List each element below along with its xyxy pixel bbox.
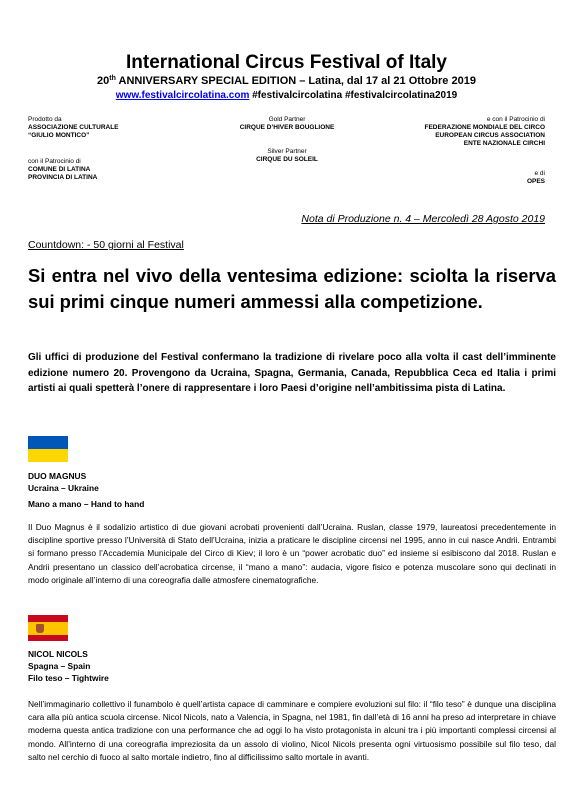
patronage-right-org-3: ENTE NAZIONALE CIRCHI — [463, 140, 545, 147]
edition-details: ANNIVERSARY SPECIAL EDITION – Latina, dal 17 al 21 Ottobre 2019 — [115, 75, 476, 87]
act-1-info — [28, 470, 144, 510]
act-2-name: NICOL NICOLS — [28, 649, 88, 659]
produced-by-org-2: “GIULIO MONTICO” — [28, 132, 90, 139]
countdown: Countdown: - 50 giorni al Festival — [28, 239, 184, 251]
gold-partner-block — [212, 116, 362, 132]
links-line — [0, 89, 573, 102]
produced-by-org-1: ASSOCIAZIONE CULTURALE — [28, 124, 119, 131]
patronage-left-org-2: PROVINCIA DI LATINA — [28, 174, 98, 181]
silver-partner-block — [212, 148, 362, 164]
gold-partner-label: Gold Partner — [268, 116, 306, 123]
act-2-info — [28, 648, 109, 684]
silver-partner-org: CIRQUE DU SOLEIL — [256, 156, 318, 163]
act-2-description: Nell’immaginario collettivo il funambolo è quell’artista capace di camminare e compiere evoluzioni sul filo: il “filo teso” è dunque una disciplina cara alla più antica scuola circense. Nicol Nicols, nato a Valencia, in Spagna, nel 1981, fin dall’età di 16 anni ha preso ad interpretare in chiave moderna questa antica tradizione con una performance che ad oggi lo ha visto protagonista in alcuni tra i più importanti complessi circensi al mondo. All’interno di una coreografia impreziosita da un assolo di violino, Nicol Nicols presenta ogni virtuosismo possibile sul filo teso, dal salto nel cerchio di fuoco al salto mortale indietro, fino al difficilissimo salto mortale in avanti. — [28, 699, 556, 762]
patronage-right-label: e con il Patrocinio di — [486, 116, 545, 123]
hashtags: #festivalcircolatina #festivalcircolatina2019 — [249, 90, 458, 101]
patronage-left-label: con il Patrocinio di — [28, 158, 81, 165]
ukraine-flag-icon — [28, 436, 68, 462]
patronage-right-org-2: EUROPEAN CIRCUS ASSOCIATION — [435, 132, 545, 139]
produced-by-label: Prodotto da — [28, 116, 62, 123]
spain-flag-icon — [28, 615, 68, 641]
act-1-description: Il Duo Magnus è il sodalizio artistico di due giovani acrobati provenienti dall’Ucraina. Ruslan, classe 1979, laureatosi precedentemente in discipline sportive presso l’Università di Stato dell’Ucraina, inizia a praticare le discipline circensi nel 1995, anno in cui nasce Andrii. Entrambi si formano presso l’Accademia Municipale del Circo di Kiev; il loro è un “power acrobatic duo” ed insieme si esibiscono dal 2018. Ruslan e Andrii presentano un classico dell’acrobatica circense, il “mano a mano”: audacia, vigore fisico e potenza muscolare sono qui declinati in modo originale all’interno di una coreografia dalle atmosfere cinematografiche. — [28, 522, 556, 585]
patronage-left-org-1: COMUNE DI LATINA — [28, 166, 91, 173]
intro-paragraph: Gli uffici di produzione del Festival confermano la tradizione di rivelare poco alla volta il cast dell’imminente edizione numero 20. Provengono da Ucraina, Spagna, Germania, Canada, Repubblica Ceca ed Italia i primi artisti ai quali spetterà l’onere di rappresentare i loro Paesi d’origine nell’ambitissima pista di Latina. — [28, 352, 556, 394]
opes-org: OPES — [526, 178, 545, 185]
patronage-right-block — [425, 116, 546, 148]
edition-subtitle — [0, 74, 573, 88]
silver-partner-label: Silver Partner — [267, 148, 307, 155]
website-link[interactable]: www.festivalcircolatina.com — [115, 90, 250, 101]
patronage-left-block — [28, 158, 97, 182]
act-1-country: Ucraina – Ukraine — [28, 483, 99, 493]
opes-block — [527, 170, 545, 186]
gold-partner-org: CIRQUE D’HIVER BOUGLIONE — [239, 124, 335, 131]
headline: Si entra nel vivo della ventesima edizione: sciolta la riserva sui primi cinque numeri ammessi alla competizione. — [28, 265, 556, 312]
production-note: Nota di Produzione n. 4 – Mercoledì 28 Agosto 2019 — [301, 213, 545, 225]
act-2-discipline: Filo teso – Tightwire — [28, 673, 109, 683]
festival-title: International Circus Festival of Italy — [126, 52, 447, 73]
patronage-right-org-1: FEDERAZIONE MONDIALE DEL CIRCO — [424, 124, 545, 131]
edition-number: 20 — [97, 75, 110, 87]
act-1-name: DUO MAGNUS — [28, 471, 87, 481]
act-2-country: Spagna – Spain — [28, 661, 91, 671]
produced-by-block — [28, 116, 119, 140]
edition-ordinal: th — [109, 75, 116, 82]
act-1-discipline: Mano a mano – Hand to hand — [28, 499, 145, 509]
opes-label: e di — [534, 170, 545, 177]
